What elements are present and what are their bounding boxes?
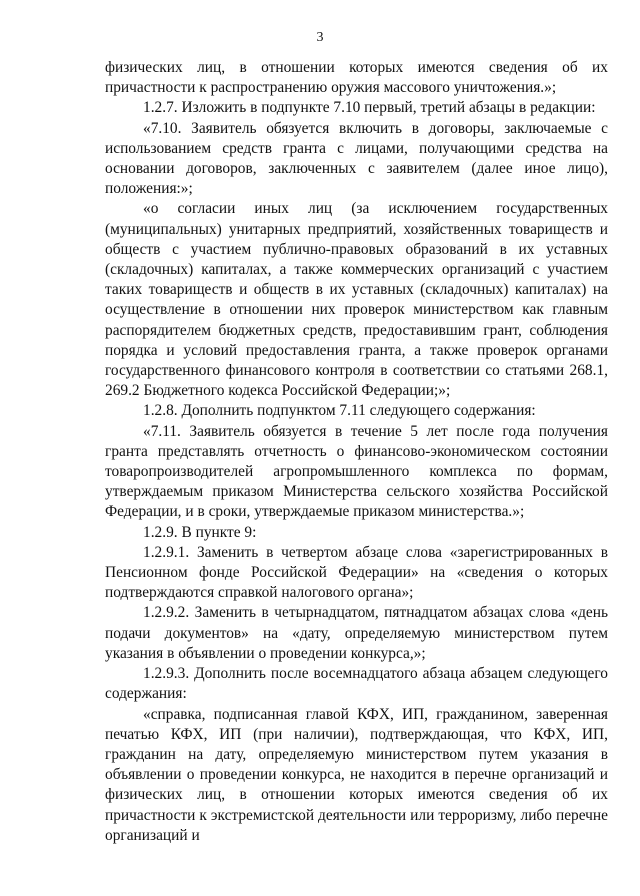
paragraph: 1.2.9.3. Дополнить после восемнадцатого абзаца абзацем следующего содержания: [105, 665, 608, 703]
paragraph: «7.11. Заявитель обязуется в течение 5 лет после года получения гранта представлять отчетность о финансово-экономическом состоянии товаропроизводителей агропромышленного комплекса по формам, утверждаемым приказом Министерства сельского хозяйства Российской Федерации, и в сроки, утверждаемые приказом министерства.»; [105, 422, 608, 521]
paragraph: «справка, подписанная главой КФХ, ИП, гражданином, заверенная печатью КФХ, ИП (при наличии), подтверждающая, что КФХ, ИП, гражданин на дату, определяемую министерством путем указания в объявлении о проведении конкурса, не находится в перечне организаций и физических лиц, в отношении которых имеются сведения об их причастности к экстремистской деятельности или терроризму, либо перечне организаций и [105, 705, 608, 844]
paragraph: 1.2.7. Изложить в подпункте 7.10 первый, третий абзацы в редакции: [143, 99, 596, 117]
paragraph: 1.2.9. В пункте 9: [143, 523, 257, 541]
paragraph: «о согласии иных лиц (за исключением государственных (муниципальных) унитарных предприятий, хозяйственных товариществ и обществ с участием публично-правовых образований в их уставных (складочных) капиталах, а также коммерческих организаций с участием таких товариществ и обществ в их уставных (складочных) капиталах) на осуществление в отношении них проверок министерством как главным распорядителем бюджетных средств, предоставившим грант, соблюдения порядка и условий предоставления гранта, а также проверок органами государственного финансового контроля в соответствии со статьями 268.1, 269.2 Бюджетного кодекса Российской Федерации;»; [105, 200, 608, 400]
paragraph: «7.10. Заявитель обязуется включить в договоры, заключаемые с использованием средств гранта с лицами, получающими средства на основании договоров, заключенных с заявителем (далее иное лицо), положения:»; [105, 119, 608, 198]
paragraph: физических лиц, в отношении которых имеются сведения об их причастности к распространению оружия массового уничтожения.»; [105, 59, 608, 97]
paragraph: 1.2.9.2. Заменить в четырнадцатом, пятнадцатом абзацах слова «день подачи документов» на «дату, определяемую министерством путем указания в объявлении о проведении конкурса,»; [105, 604, 608, 662]
paragraph: 1.2.8. Дополнить подпунктом 7.11 следующего содержания: [143, 402, 536, 420]
document-body [105, 58, 608, 846]
page-number: 3 [316, 30, 324, 45]
paragraph: 1.2.9.1. Заменить в четвертом абзаце слова «зарегистрированных в Пенсионном фонде Российской Федерации» на «сведения о которых подтверждаются справкой налогового органа»; [105, 543, 608, 602]
